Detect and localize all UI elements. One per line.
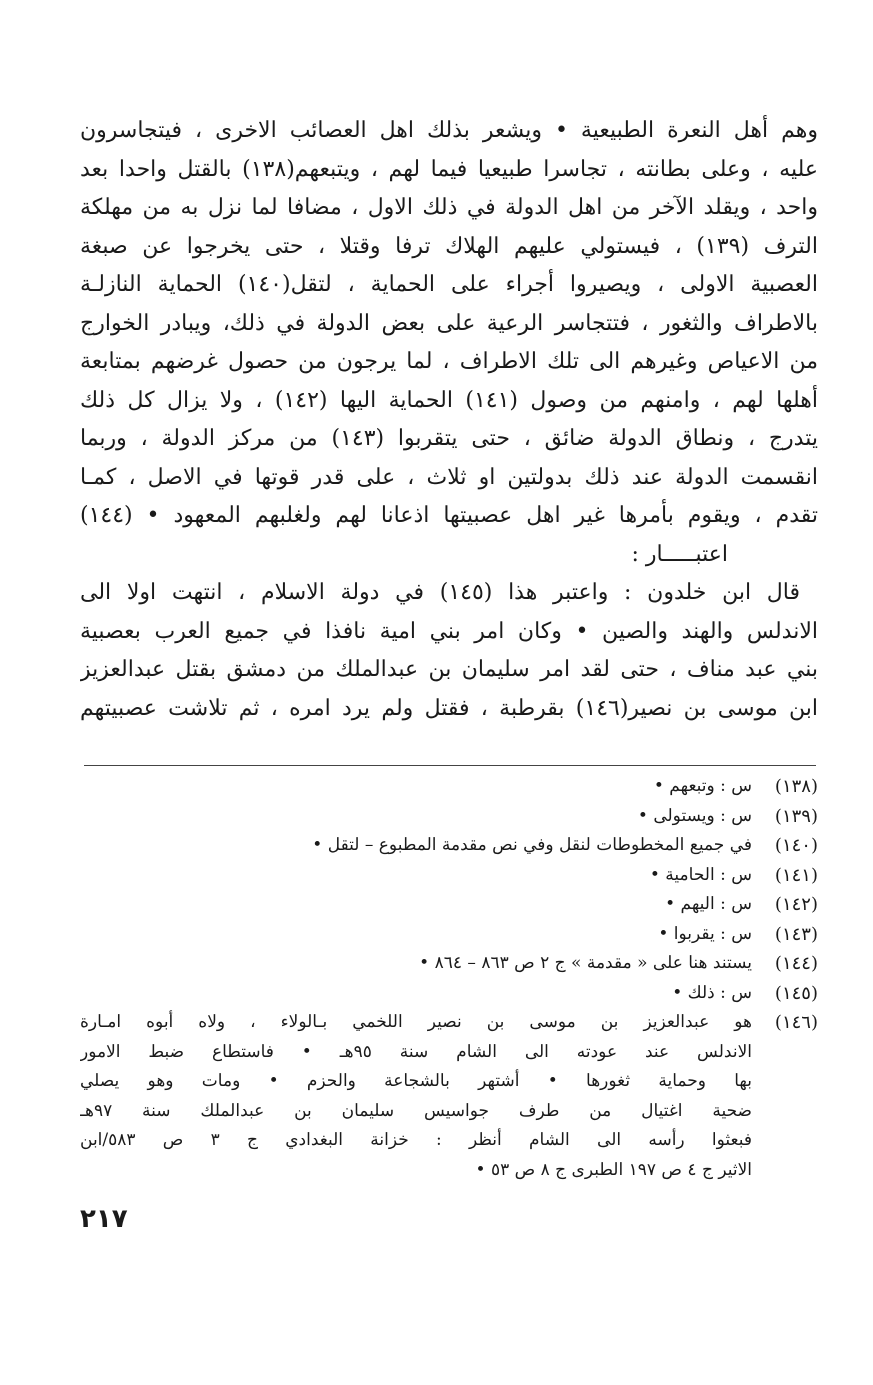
page-number: ٢١٧ xyxy=(80,1204,128,1234)
text-line: عليه ، وعلى بطانته ، تجاسرا طبيعيا فيما لهم ، ويتبعهم(١٣٨) بالقتل واحدا بعد xyxy=(80,156,818,182)
text-line: من الاعياص وغيرهم الى تلك الاطراف ، لما يرجون من حصول غرضهم بمتابعة xyxy=(80,349,818,374)
text-line: بني عبد مناف ، حتى لقد امر سليمان بن عبدالملك من دمشق بقتل عبدالعزيز xyxy=(80,657,818,682)
footnote xyxy=(80,949,818,979)
footnote-text: س : ويستولى • xyxy=(637,805,752,826)
text-line: تقدم ، ويقوم بأمرها غير اهل عصبيتها اذعانا لهم ولغلبهم المعهود • (١٤٤) xyxy=(80,503,818,528)
footnote-number: (١٤٦) xyxy=(774,1012,818,1033)
footnote-number: (١٤٤) xyxy=(774,953,818,974)
footnote xyxy=(80,979,818,1009)
footnote-number: (١٤٢) xyxy=(774,894,818,915)
text-line: وهم أهل النعرة الطبيعية • ويشعر بذلك اهل العصائب الاخرى ، فيتجاسرون xyxy=(80,118,818,143)
footnote xyxy=(80,1008,818,1185)
text-line: بالاطراف والثغور ، فتتجاسر الرعية على بعض الدولة في ذلك، ويبادر الخوارج xyxy=(80,310,818,336)
footnote-text: س : وتبعهم • xyxy=(653,776,752,796)
footnote xyxy=(80,802,818,832)
footnote-text: س : اليهم • xyxy=(665,894,752,914)
footnote-text: يستند هنا على « مقدمة » ج ٢ ص ٨٦٣ – ٨٦٤ • xyxy=(419,953,752,973)
text-line: يتدرج ، ونطاق الدولة ضائق ، حتى يتقربوا (١٤٣) من مركز الدولة ، وربما xyxy=(80,426,818,451)
footnote-text: في جميع المخطوطات لنقل وفي نص مقدمة المطبوع – لتقل • xyxy=(312,835,752,855)
footnote xyxy=(80,831,818,861)
footnote-text: س : ذلك • xyxy=(672,982,752,1003)
main-text xyxy=(80,112,818,728)
footnote-text: هو عبدالعزيز بن موسى بن نصير اللخمي بـالولاء ، ولاه أبوه امـارة xyxy=(80,1012,752,1032)
text-line: الترف (١٣٩) ، فيستولي عليهم الهلاك ترفا وقتلا ، حتى يخرجوا عن صبغة xyxy=(80,233,818,259)
footnote xyxy=(80,772,818,802)
footnote-number: (١٤٥) xyxy=(774,982,818,1004)
footnote xyxy=(80,861,818,891)
footnote-text: بها وحماية ثغورها • أشتهر بالشجاعة والحزم • ومات وهو يصلي xyxy=(80,1071,752,1091)
footnote-text: الاثير ج ٤ ص ١٩٧ الطبرى ج ٨ ص ٥٣ • xyxy=(475,1159,752,1180)
text-line: ابن موسى بن نصير(١٤٦) بقرطبة ، فقتل ولم يرد امره ، ثم تلاشت عصبيتهم xyxy=(80,695,818,721)
footnote xyxy=(80,920,818,950)
text-line: العصبية الاولى ، ويصيروا أجراء على الحماية ، لتقل(١٤٠) الحماية النازلـة xyxy=(80,272,818,297)
footnote-number: (١٤٣) xyxy=(774,923,818,945)
footnote-text: س : يقربوا • xyxy=(658,923,752,944)
footnote-text: الاندلس عند عودته الى الشام سنة ٩٥هـ • فاستطاع ضبط الامور xyxy=(80,1041,752,1062)
footnote-text: ضحية اغتيال من طرف جواسيس سليمان بن عبدالملك سنة ٩٧هـ xyxy=(80,1100,752,1121)
footnote-number: (١٣٩) xyxy=(774,805,818,827)
footnote-text: فبعثوا رأسه الى الشام أنظر : خزانة البغدادي ج ٣ ص ٥٨٣/ابن xyxy=(80,1130,752,1150)
footnote-number: (١٤٠) xyxy=(774,835,818,856)
footnotes xyxy=(80,772,818,1185)
text-line: الاندلس والهند والصين • وكان امر بني امية نافذا في جميع العرب بعصبية xyxy=(80,618,818,644)
text-line: قال ابن خلدون : واعتبر هذا (١٤٥) في دولة الاسلام ، انتهت اولا الى xyxy=(80,580,800,605)
footnote-number: (١٤١) xyxy=(774,864,818,886)
footnote-number: (١٣٨) xyxy=(774,776,818,797)
text-line: أهلها لهم ، وامنهم من وصول (١٤١) الحماية اليها (١٤٢) ، ولا يزال كل ذلك xyxy=(80,387,818,413)
footnote-text: س : الحامية • xyxy=(649,864,752,885)
section-heading: اعتبـــــار : xyxy=(631,541,728,567)
text-line: انقسمت الدولة عند ذلك بدولتين او ثلاث ، على قدر قوتها في الاصل ، كمـا xyxy=(80,464,818,490)
footnote-separator xyxy=(84,765,816,766)
footnote xyxy=(80,890,818,920)
text-line: واحد ، ويقلد الآخر من اهل الدولة في ذلك الاول ، مضافا لما نزل به من مهلكة xyxy=(80,195,818,220)
